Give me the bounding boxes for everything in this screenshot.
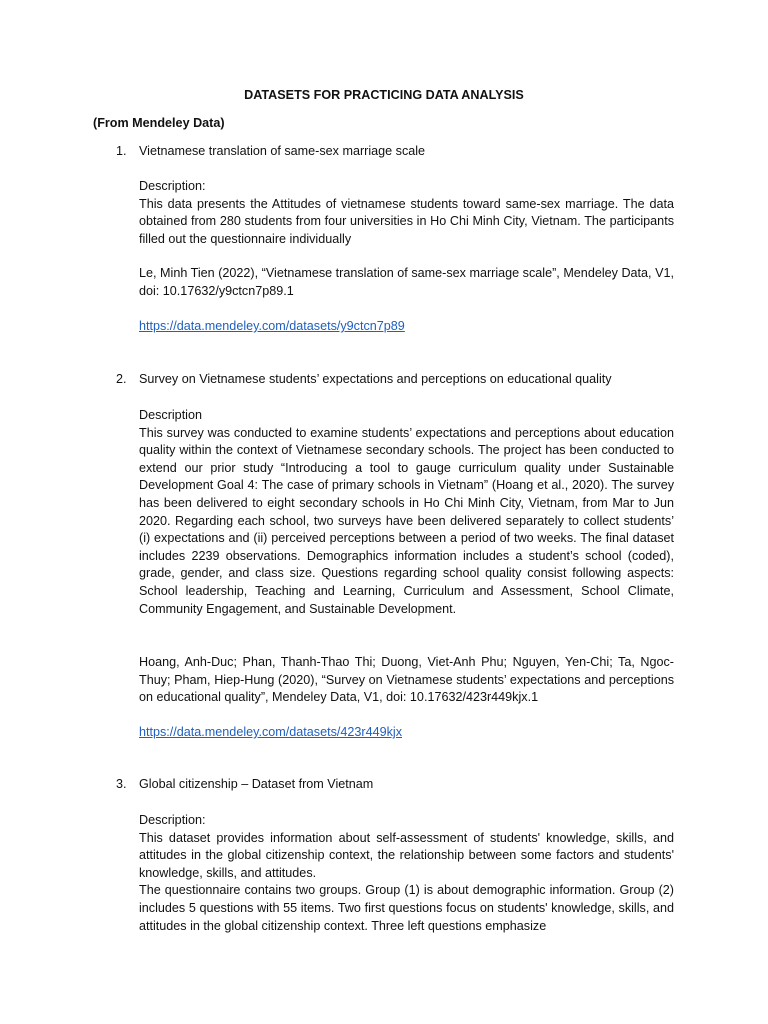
item-description-block xyxy=(139,407,674,618)
description-text: This survey was conducted to examine students’ expectations and perceptions about education quality within the context of Vietnamese secondary schools. The project has been conducted to extend our prior study “Introducing a tool to gauge curriculum quality under Sustainable Development Goal 4: The case of primary schools in Vietnam” (Hoang et al., 2020). The survey has been delivered to eight secondary schools in Ho Chi Minh City, Vietnam, from Mar to Jun 2020. Regarding each school, two surveys have been delivered separately to collect students’ (i) expectations and (ii) perceived perceptions between a period of two weeks. The final dataset includes 2239 observations. Demographics information includes a student’s school (coded), grade, gender, and class size. Questions regarding school quality consist following aspects: School leadership, Teaching and Learning, Curriculum and Assessment, School Climate, Community Engagement, and Sustainable Development. xyxy=(139,425,674,616)
description-text-continued: The questionnaire contains two groups. Group (1) is about demographic information. Group (2) includes 5 questions with 55 items. Two first questions focus on students' knowledge, skills, and attitudes in the global citizenship context. Three left questions emphasize xyxy=(139,883,674,933)
description-label: Description: xyxy=(139,179,206,193)
item-heading: Global citizenship – Dataset from Vietnam xyxy=(139,777,374,791)
item-number: 1. xyxy=(116,144,127,158)
item-number: 2. xyxy=(116,372,127,386)
dataset-link[interactable]: https://data.mendeley.com/datasets/y9ctcn7p89 xyxy=(139,319,405,333)
item-number: 3. xyxy=(116,777,127,791)
description-label: Description xyxy=(139,408,202,422)
item-description-block xyxy=(139,812,674,935)
document-title: DATASETS FOR PRACTICING DATA ANALYSIS xyxy=(244,88,524,102)
description-label: Description: xyxy=(139,813,206,827)
dataset-link[interactable]: https://data.mendeley.com/datasets/423r449kjx xyxy=(139,725,402,739)
item-heading: Vietnamese translation of same-sex marriage scale xyxy=(139,144,426,158)
citation: Le, Minh Tien (2022), “Vietnamese translation of same-sex marriage scale”, Mendeley Data, V1, doi: 10.17632/y9ctcn7p89.1 xyxy=(139,266,674,298)
description-text: This dataset provides information about self-assessment of students' knowledge, skills, and attitudes in the global citizenship context, the relationship between some factors and students' knowledge, skills, and attitudes. xyxy=(139,830,674,880)
citation-link-wrapper xyxy=(139,318,674,336)
description-text: This data presents the Attitudes of vietnamese students toward same-sex marriage. The data obtained from 280 students from four universities in Ho Chi Minh City, Vietnam. The participants filled out the questionnaire individually xyxy=(139,196,674,246)
citation-link-wrapper xyxy=(139,724,674,742)
document-subtitle: (From Mendeley Data) xyxy=(93,116,225,130)
citation: Hoang, Anh-Duc; Phan, Thanh-Thao Thi; Duong, Viet-Anh Phu; Nguyen, Yen-Chi; Ta, Ngoc-Thuy; Pham, Hiep-Hung (2020), “Survey on Vietnamese students’ expectations and perceptions on educational quality”, Mendeley Data, V1, doi: 10.17632/423r449kjx.1 xyxy=(139,655,674,705)
item-description-block xyxy=(139,178,674,248)
item-heading: Survey on Vietnamese students’ expectations and perceptions on educational quality xyxy=(139,372,612,386)
